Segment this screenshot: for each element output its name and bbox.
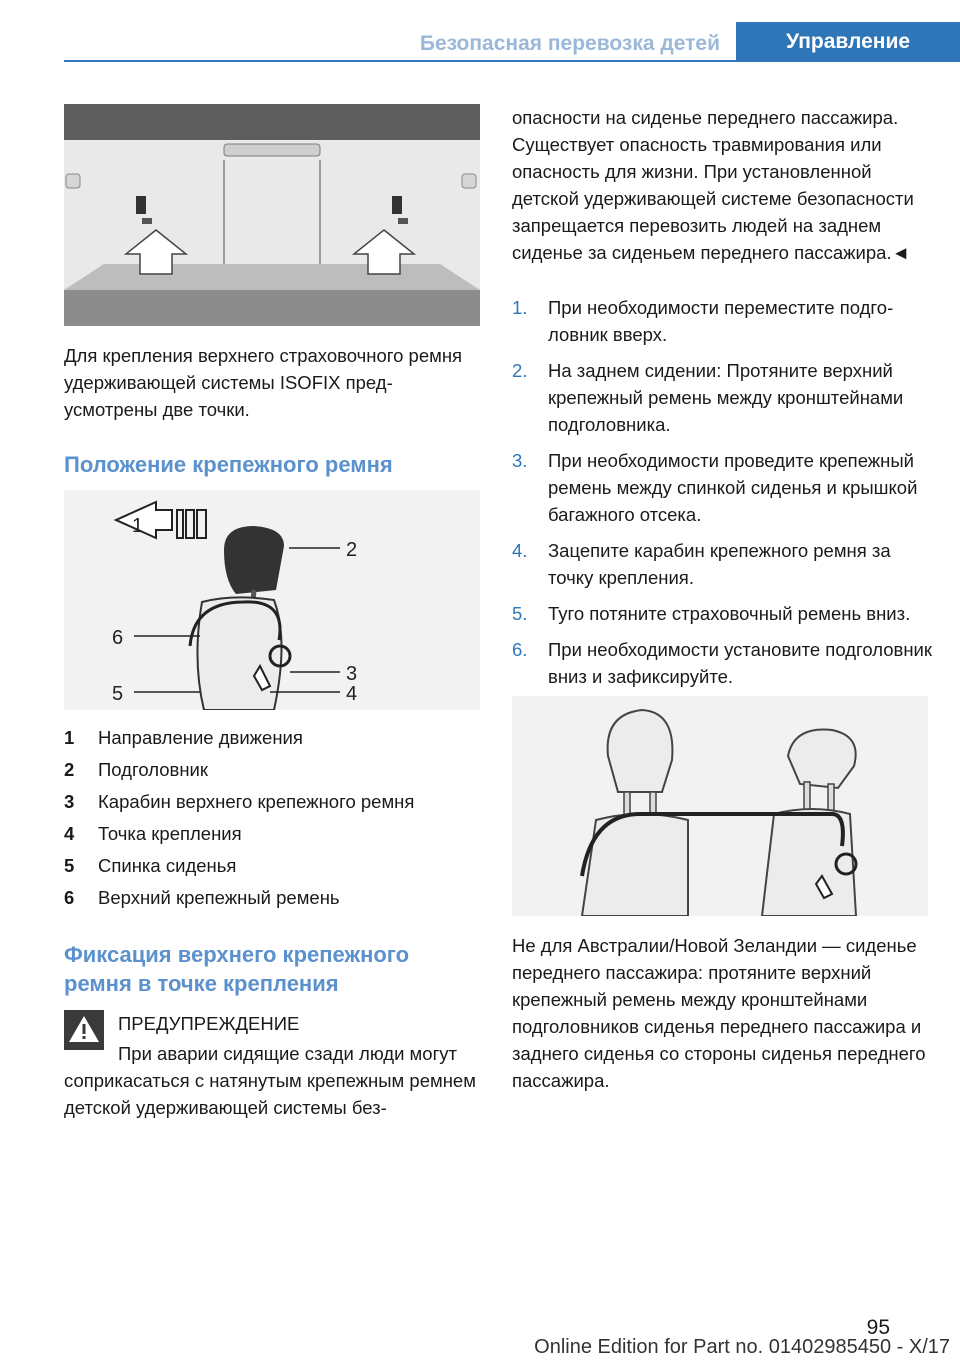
legend-text: Спинка сиденья [98, 855, 237, 876]
step-item [512, 600, 932, 627]
trunk-anchor-photo [64, 104, 480, 326]
legend-item [64, 818, 474, 850]
warning-first-line: При аварии сидящие сзади люди могут [118, 1043, 458, 1064]
bottom-caption: Не для Австралии/Новой Зеландии — сиденье переднего пассажира: протяните верхний крепежный ремень между кронштейнами подголовников сиденья переднего пассажира и заднего сиденья со стороны сиденья переднего пассажира. [512, 935, 926, 1091]
section-heading-fixing-strap: Фиксация верхнего крепежного ремня в точке крепления [64, 942, 410, 996]
legend-text: Карабин верхнего крепежного ремня [98, 791, 415, 812]
step-text: При необходимости проведите крепежный ремень между спинкой сиденья и крышкой багажного отсека. [548, 450, 918, 525]
diagram-label-6: 6 [112, 627, 124, 649]
trunk-anchor-illustration [64, 104, 480, 326]
step-number: 2. [512, 360, 528, 381]
warning-title: ПРЕДУПРЕЖДЕНИЕ [118, 1013, 300, 1034]
step-item [512, 636, 932, 690]
warning-continuation: опасности на сиденье переднего пассажира. Существует опасность травмирования или опасность для жизни. При установленной детской удерживающей системе безопасности запрещается перевозить людей на заднем сиденье за сиденьем переднего пассажира.◄ [512, 107, 914, 263]
step-item [512, 357, 932, 438]
instruction-steps [512, 294, 932, 699]
legend-text: Направление движения [98, 727, 303, 748]
warning-text: соприкасаться с натянутым крепежным ремнем детской удерживающей системы без- [64, 1070, 476, 1118]
legend-item [64, 850, 474, 882]
step-number: 4. [512, 540, 528, 561]
photo-caption: Для крепления верхнего страховочного ремня удерживающей системы ISOFIX предусмотрены две точки. [64, 345, 463, 420]
diagram-label-2: 2 [346, 539, 358, 561]
legend-item [64, 786, 474, 818]
legend-number: 4 [64, 823, 75, 844]
step-text: При необходимости установите подголовник вниз и зафиксируйте. [548, 639, 932, 687]
step-item [512, 537, 932, 591]
step-item [512, 294, 932, 348]
legend-number: 2 [64, 759, 75, 780]
diagram-label-1: 1 [132, 515, 144, 537]
step-text: На заднем сидении: Протяните верхний крепежный ремень между кронштейнами подголовника. [548, 360, 904, 435]
headrest-diagram-illustration [64, 490, 480, 710]
step-text: Туго потяните страховочный ремень вниз. [548, 603, 911, 624]
step-number: 3. [512, 450, 528, 471]
legend-text: Точка крепления [98, 823, 242, 844]
step-number: 5. [512, 603, 528, 624]
legend-item [64, 722, 474, 754]
step-item [512, 447, 932, 528]
legend-item [64, 882, 474, 914]
legend-number: 1 [64, 727, 75, 748]
diagram-legend [64, 722, 474, 914]
legend-number: 3 [64, 791, 75, 812]
warning-icon [64, 1010, 104, 1050]
edition-footer: Online Edition for Part no. 01402985450 - X/17 [534, 1336, 950, 1358]
legend-number: 6 [64, 887, 75, 908]
two-headrests-illustration [512, 696, 928, 916]
legend-item [64, 754, 474, 786]
legend-number: 5 [64, 855, 75, 876]
section-heading-strap-position: Положение крепежного ремня [64, 452, 393, 477]
page-number: 95 [866, 1316, 890, 1339]
headrest-diagram [64, 490, 480, 710]
step-number: 1. [512, 297, 528, 318]
header-section-title: Безопасная перевозка детей [419, 32, 720, 55]
legend-text: Подголовник [98, 759, 208, 780]
header-chapter-tab: Управление [736, 22, 960, 62]
step-number: 6. [512, 639, 528, 660]
diagram-label-4: 4 [346, 683, 358, 705]
two-headrests-diagram [512, 696, 928, 916]
step-text: Зацепите карабин крепежного ремня за точку крепления. [548, 540, 891, 588]
legend-text: Верхний крепежный ремень [98, 887, 340, 908]
header-rule [64, 60, 960, 62]
step-text: При необходимости переместите подголовник вверх. [548, 297, 894, 345]
diagram-label-3: 3 [346, 663, 358, 685]
diagram-label-5: 5 [112, 683, 124, 705]
